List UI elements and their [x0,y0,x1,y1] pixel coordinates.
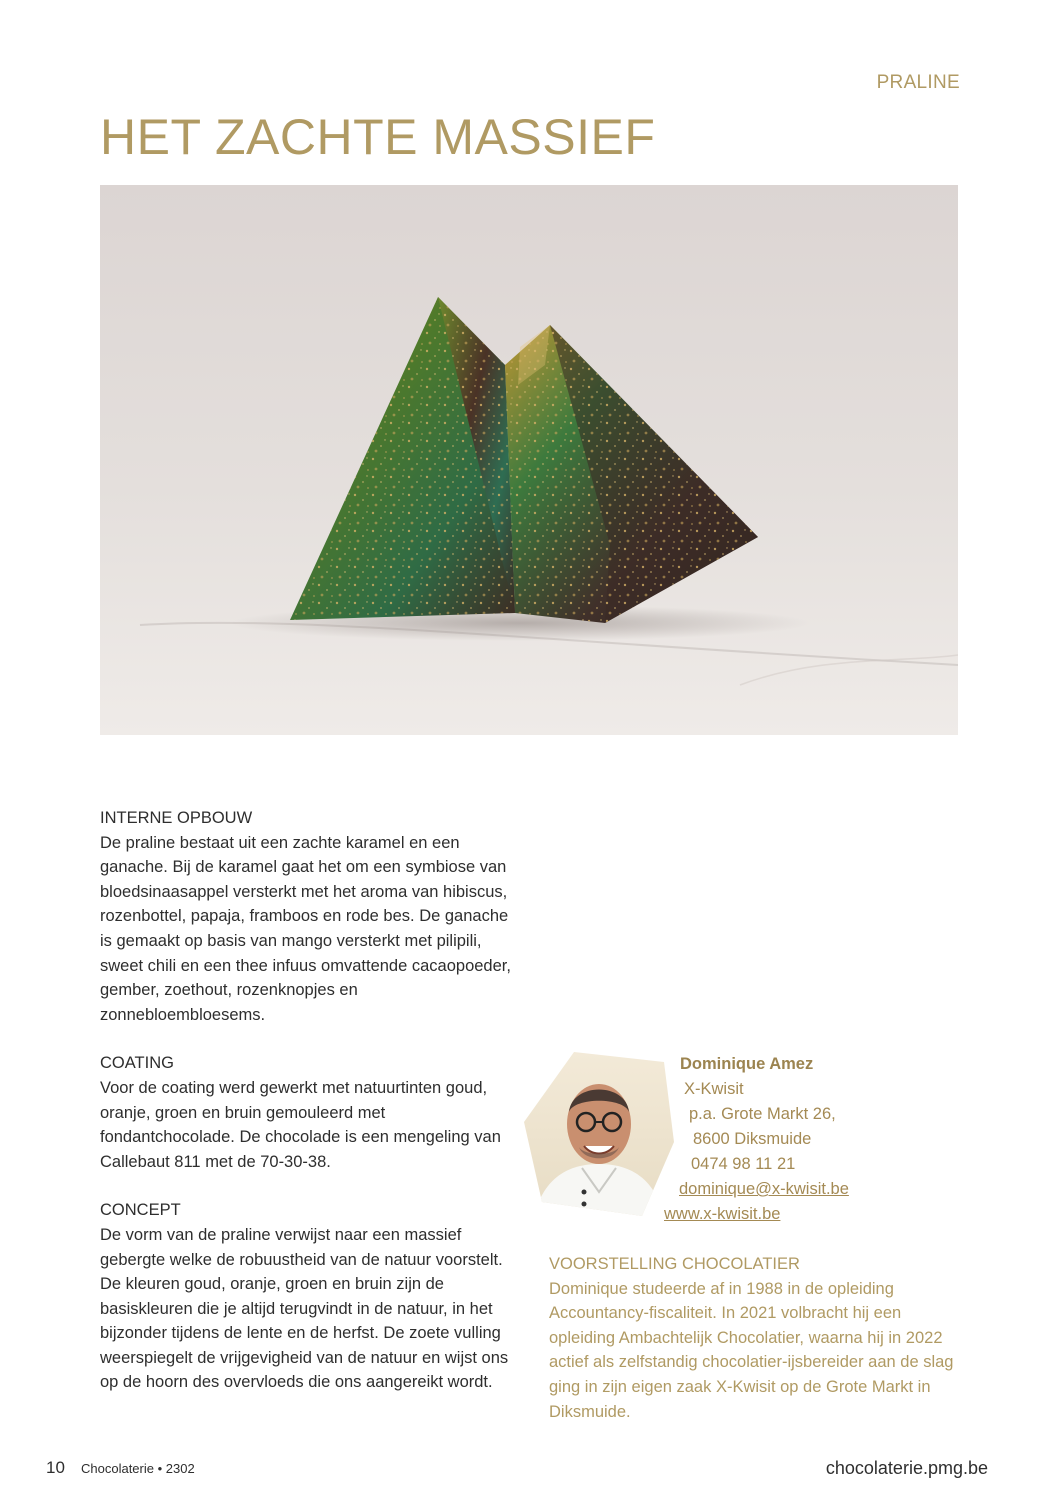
section-concept [100,1198,520,1395]
chocolatier-bio [549,1252,969,1424]
magazine-issue: Chocolaterie • 2302 [81,1461,195,1476]
contact-website-line [640,1202,880,1227]
section-text: De praline bestaat uit een zachte karamel en een ganache. Bij de karamel gaat het om een symbiose van bloedsinaasappel versterkt met het aroma van hibiscus, rozenbottel, papaja, framboos en rode bes. De ganache is gemaakt op basis van mango versterkt met pilipili, sweet chili en een thee infuus omvattende cacaopoeder, gember, zoethout, rozenknopjes en zonnebloembloesems. [100,833,511,1024]
section-heading: INTERNE OPBOUW [100,809,253,827]
contact-phone: 0474 98 11 21 [691,1155,796,1173]
article-body [100,806,520,1419]
contact-email-link[interactable]: dominique@x-kwisit.be [679,1180,849,1198]
contact-website-link[interactable]: www.x-kwisit.be [664,1205,781,1223]
section-heading: CONCEPT [100,1201,181,1220]
contact-company: X-Kwisit [684,1080,744,1098]
section-heading: COATING [100,1054,174,1073]
contact-address: p.a. Grote Markt 26, [689,1105,836,1123]
footer-url[interactable]: chocolaterie.pmg.be [825,1458,988,1478]
bio-text: Dominique studeerde af in 1988 in de opleiding Accountancy-fiscaliteit. In 2021 volbracht hij een opleiding Ambachtelijk Chocolatier, waarna hij in 2022 actief als zelfstandig chocolatier-ijsbereider aan de slag ging in zijn eigen zaak X-Kwisit op de Grote Markt in Diksmuide. [549,1279,954,1421]
category-label: PRALINE [876,72,960,93]
contact-city: 8600 Diksmuide [693,1130,812,1148]
contact-email-line [640,1177,880,1202]
hero-image [100,185,958,735]
bio-heading: VOORSTELLING CHOCOLATIER [549,1255,800,1273]
section-interne-opbouw [100,806,520,1027]
section-text: Voor de coating werd gewerkt met natuurtinten goud, oranje, groen en bruin gemouleerd met fondantchocolade. De chocolade is een mengeling van Callebaut 811 met de 70-30-38. [100,1078,501,1171]
page-title: HET ZACHTE MASSIEF [100,109,656,165]
section-text: De vorm van de praline verwijst naar een massief gebergte welke de robuustheid van de natuur voorstelt. De kleuren goud, oranje, groen en bruin zijn de basiskleuren die je altijd terugvindt in de natuur, in het bijzonder tijdens de lente en de herfst. De zoete vulling weerspiegelt de vrijgevigheid van de natuur en wijst ons op de hoorn des overvloeds die ons aangereikt wordt. [100,1225,509,1392]
section-coating [100,1051,520,1174]
page-number: 10 [46,1458,65,1477]
contact-block [640,1052,880,1227]
contact-name: Dominique Amez [680,1055,814,1073]
